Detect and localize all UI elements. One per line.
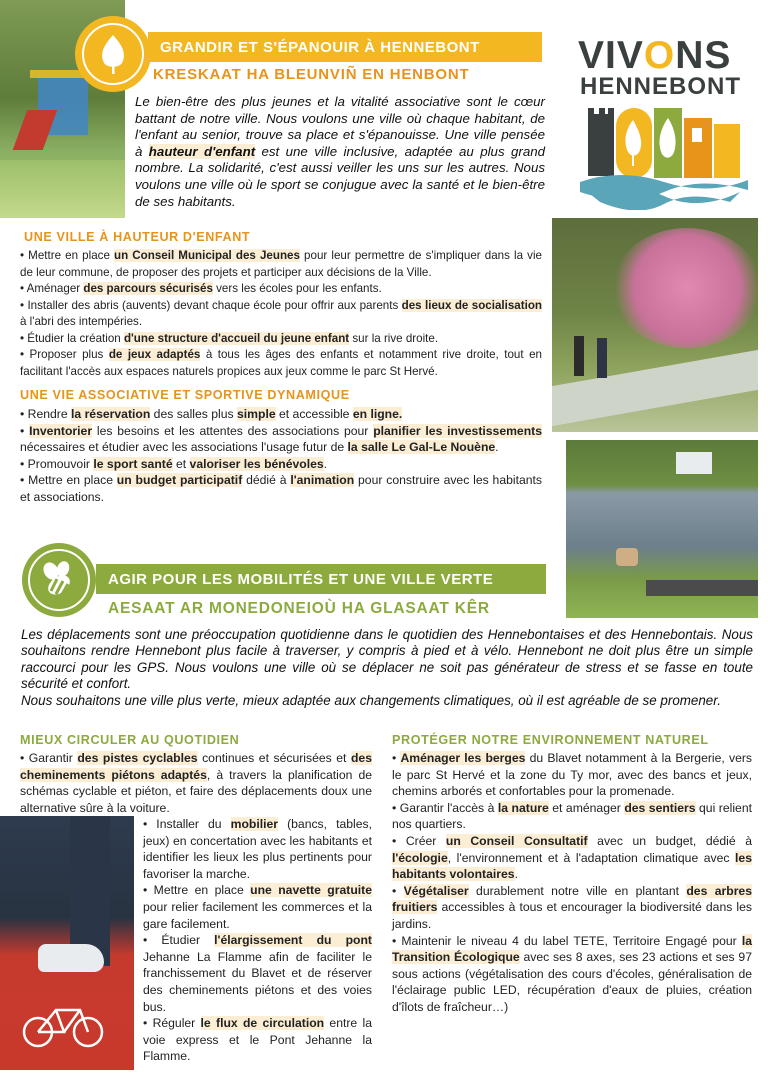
list-item: • Mettre en place une navette gratuite pour relier facilement les commerces et la gare facilement.: [143, 883, 372, 931]
list-vie-associative: [20, 406, 542, 506]
section1-subtitle: KRESKAAT HA BLEUNVIÑ EN HENBONT: [153, 66, 470, 83]
bike-lane-photo: [0, 816, 134, 1070]
list-item: • Créer un Conseil Consultatif avec un budget, dédié à l'écologie, l'environnement et à l'adaptation climatique avec les habitants volontaires.: [392, 833, 753, 882]
list-item: • Proposer plus de jeux adaptés à tous les âges des enfants et notamment rive droite, tout en facilitant l'accès aux espaces naturels propices aux jeux comme le parc St Hervé.: [20, 348, 542, 378]
list-ville-enfant: [20, 248, 542, 380]
list-proteger-environnement: [392, 750, 752, 1016]
list-item: • Réguler le flux de circulation entre la voie express et le Pont Jehanne la Flamme.: [143, 1016, 372, 1064]
list-item: • Mettre en place un Conseil Municipal des Jeunes pour leur permettre de s'impliquer dans la vie de leur commune, de proposer des projets et participer aux décisions de la Ville.: [20, 249, 542, 279]
lake-photo: [566, 440, 758, 618]
list-item: • Installer des abris (auvents) devant chaque école pour offrir aux parents des lieux de socialisation à l'abri des intempéries.: [20, 298, 542, 328]
list-item: • Aménager les berges du Blavet notamment à la Bergerie, vers le parc St Hervé et la zone du Ty mor, avec des bancs et jeux, chemins arborés et confortables pour la promenade.: [392, 751, 753, 799]
section2-subtitle: AESAAT AR MONEDONEIOÙ HA GLASAAT KÊR: [108, 600, 490, 617]
logo-emblem: [580, 100, 748, 210]
bicycle-icon: [20, 996, 106, 1052]
list-item: • Inventorier les besoins et les attentes des associations pour planifier les investissements nécessaires et étudier avec les associations l'usage futur de la salle Le Gal-Le Nouène.: [20, 423, 542, 455]
left-intro-item: • Garantir des pistes cyclables continues et sécurisées et des cheminements piétons adaptés, à travers la planification de schémas cyclable et piéton, et faire des déplacements doux une alternative sûre à la voiture.: [20, 751, 373, 815]
section1-title: GRANDIR ET S'ÉPANOUIR À HENNEBONT: [148, 32, 542, 62]
section1-intro: Le bien-être des plus jeunes et la vitalité associative sont le cœur battant de notre ville. Nous voulons une ville où chaque habitant, de l'enfant au senior, trouve sa place et s'épanouisse. Une ville pensée à hauteur d'enfant est une ville inclusive, adaptée au plus grand nombre. La solidarité, c'est aussi veiller les uns sur les autres. Nous voulons une ville où le sport se conjugue avec la santé et le bien-être de ses habitants.: [135, 94, 546, 209]
heading-mieux-circuler: MIEUX CIRCULER AU QUOTIDIEN: [20, 733, 240, 747]
list-item: • Garantir l'accès à la nature et aménager des sentiers qui relient nos quartiers.: [392, 800, 752, 832]
list-item: • Végétaliser durablement notre ville en plantant des arbres fruitiers accessibles à tous et encourager la biodiversité dans les jardins.: [392, 883, 752, 931]
list-mieux-circuler: [143, 816, 372, 1065]
section1-circle: [75, 16, 151, 92]
leaf-icon: [98, 33, 128, 75]
heading-ville-enfant: UNE VILLE À HAUTEUR D'ENFANT: [24, 230, 251, 244]
park-path-photo: [552, 218, 758, 432]
bee-icon: [39, 561, 79, 599]
list-item: • Maintenir le niveau 4 du label TETE, Territoire Engagé pour la Transition Écologique avec ses 8 axes, ses 23 actions et ses 97 sous actions (végétalisation des cours d'écoles, généralisation de l'éclairage public LED, récupération d'eaux de pluies, création d'îlots de fraîcheur…): [392, 933, 752, 1014]
list-item: • Installer du mobilier (bancs, tables, jeux) en concertation avec les habitants et identifier les lieux les plus pertinents pour favoriser la marche.: [143, 817, 372, 881]
list-item: • Mettre en place un budget participatif dédié à l'animation pour construire avec les habitants et associations.: [20, 473, 543, 504]
list-item: • Promouvoir le sport santé et valoriser les bénévoles.: [20, 456, 328, 471]
list-item: • Aménager des parcours sécurisés vers les écoles pour les enfants.: [20, 282, 382, 295]
list-item: • Rendre la réservation des salles plus simple et accessible en ligne.: [20, 407, 403, 421]
heading-proteger-environnement: PROTÉGER NOTRE ENVIRONNEMENT NATUREL: [392, 733, 709, 747]
list-item: • Étudier l'élargissement du pont Jehanne La Flamme afin de faciliter le franchissement du Blavet et de réserver des cheminements piétons et des voies bus.: [143, 933, 372, 1014]
list-item: • Étudier la création d'une structure d'accueil du jeune enfant sur la rive droite.: [20, 331, 439, 345]
section2-intro: Les déplacements sont une préoccupation quotidienne dans le quotidien des Hennebontaises et des Hennebontais. Nous souhaitons rendre Hennebont plus facile à traverser, y compris à pied et à vélo. Hennebont ne doit plus être un simple raccourci pour les GPS. Nous voulons une ville où se déplacer ne soit pas générateur de stress et se fasse en toute sécurité et confort. Nous souhaitons une ville plus verte, mieux adaptée aux changements climatiques, où il est agréable de se promener.: [21, 627, 753, 708]
section2-circle: [22, 543, 96, 617]
heading-vie-associative: UNE VIE ASSOCIATIVE ET SPORTIVE DYNAMIQUE: [20, 388, 350, 402]
section2-title: AGIR POUR LES MOBILITÉS ET UNE VILLE VERTE: [96, 564, 546, 594]
